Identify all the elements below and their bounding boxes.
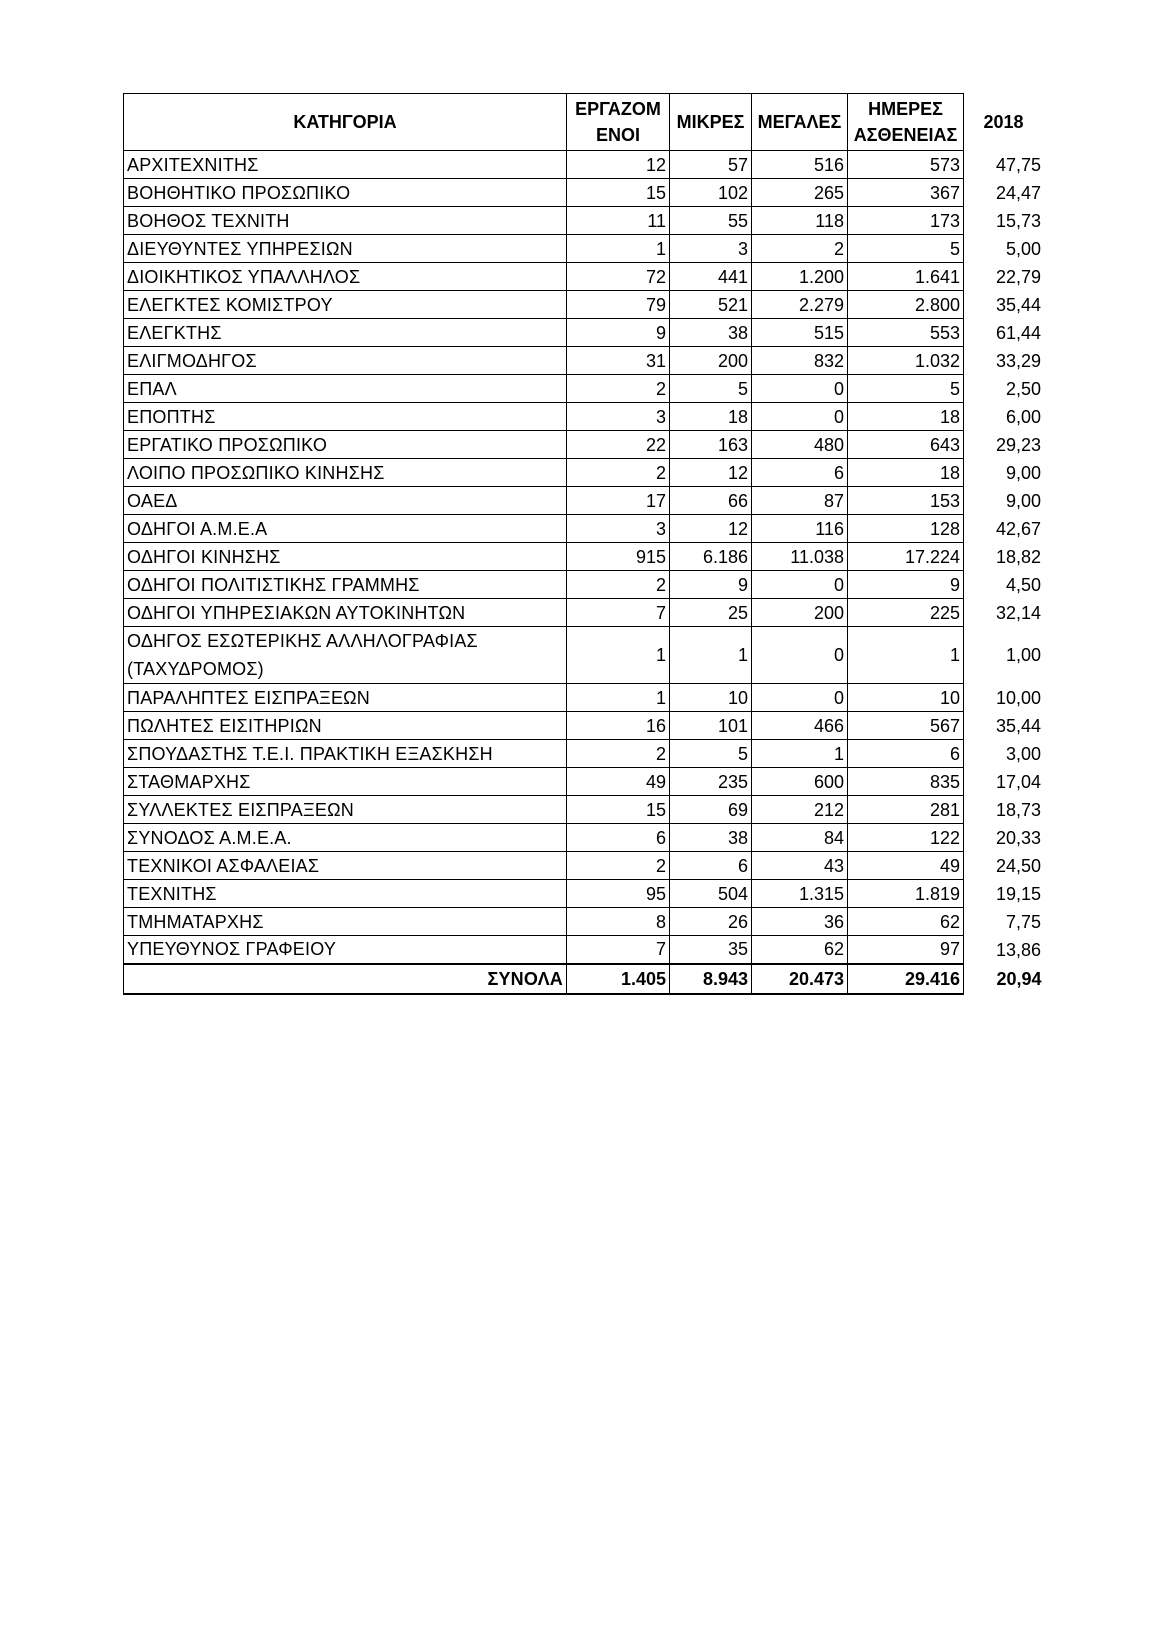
cell-category: ΣΥΝΟΔΟΣ Α.Μ.Ε.Α. [124,824,567,852]
cell-ratio: 47,75 [995,154,1041,175]
totals-sick-days: 29.416 [848,964,964,994]
cell-small: 57 [670,151,752,179]
cell-large: 466 [752,712,848,740]
cell-ratio: 42,67 [995,518,1041,539]
cell-category: ΕΛΙΓΜΟΔΗΓΟΣ [124,347,567,375]
cell-small: 25 [670,599,752,627]
cell-sick-days: 1.641 [848,263,964,291]
cell-small: 26 [670,908,752,936]
header-small: ΜΙΚΡΕΣ [670,94,752,151]
cell-category: ΣΠΟΥΔΑΣΤΗΣ Τ.Ε.Ι. ΠΡΑΚΤΙΚΗ ΕΞΑΣΚΗΣΗ [124,740,567,768]
cell-employees: 2 [567,740,670,768]
cell-ratio: 20,33 [995,827,1041,848]
cell-large: 1.315 [752,880,848,908]
cell-category: ΟΔΗΓΟΣ ΕΣΩΤΕΡΙΚΗΣ ΑΛΛΗΛΟΓΡΑΦΙΑΣ (ΤΑΧΥΔΡΟΜΟΣ) [124,627,567,684]
cell-large: 11.038 [752,543,848,571]
cell-employees: 3 [567,515,670,543]
cell-employees: 2 [567,375,670,403]
table-row [124,347,1046,375]
cell-category: ΟΔΗΓΟΙ ΥΠΗΡΕΣΙΑΚΩΝ ΑΥΤΟΚΙΝΗΤΩΝ [124,599,567,627]
cell-sick-days: 1.032 [848,347,964,375]
cell-ratio: 18,82 [995,546,1041,567]
totals-label: ΣΥΝΟΛΑ [124,964,567,994]
table-row [124,627,1046,684]
cell-category: ΟΔΗΓΟΙ Α.Μ.Ε.Α [124,515,567,543]
cell-large: 0 [752,571,848,599]
cell-employees: 31 [567,347,670,375]
cell-small: 101 [670,712,752,740]
cell-large: 516 [752,151,848,179]
cell-ratio: 9,00 [1005,490,1041,511]
cell-large: 2.279 [752,291,848,319]
cell-large: 200 [752,599,848,627]
cell-ratio: 18,73 [995,799,1041,820]
cell-sick-days: 17.224 [848,543,964,571]
table-row [124,151,1046,179]
cell-large: 0 [752,627,848,684]
cell-sick-days: 6 [848,740,964,768]
table-row [124,852,1046,880]
table-row [124,403,1046,431]
cell-small: 6.186 [670,543,752,571]
cell-large: 84 [752,824,848,852]
header-year: 2018 [983,112,1024,132]
cell-large: 36 [752,908,848,936]
cell-sick-days: 122 [848,824,964,852]
cell-employees: 915 [567,543,670,571]
cell-sick-days: 5 [848,375,964,403]
table-header-row [124,94,1046,151]
cell-ratio: 19,15 [995,883,1041,904]
cell-small: 38 [670,319,752,347]
cell-ratio: 17,04 [995,771,1041,792]
totals-ratio: 20,94 [996,968,1042,989]
cell-ratio: 3,00 [1005,743,1041,764]
cell-large: 515 [752,319,848,347]
cell-ratio: 13,86 [995,939,1041,960]
table-row [124,179,1046,207]
table-row [124,235,1046,263]
cell-category: ΕΠΑΛ [124,375,567,403]
cell-category: ΔΙΟΙΚΗΤΙΚΟΣ ΥΠΑΛΛΗΛΟΣ [124,263,567,291]
sick-leave-table [123,93,1046,995]
cell-category: ΤΜΗΜΑΤΑΡΧΗΣ [124,908,567,936]
cell-employees: 95 [567,880,670,908]
cell-ratio: 9,00 [1005,462,1041,483]
header-large: ΜΕΓΑΛΕΣ [752,94,848,151]
header-category: ΚΑΤΗΓΟΡΙΑ [124,94,567,151]
cell-ratio: 33,29 [995,350,1041,371]
cell-small: 3 [670,235,752,263]
cell-category: ΟΑΕΔ [124,487,567,515]
cell-category: ΕΠΟΠΤΗΣ [124,403,567,431]
cell-employees: 3 [567,403,670,431]
cell-small: 12 [670,515,752,543]
cell-employees: 1 [567,627,670,684]
cell-large: 265 [752,179,848,207]
cell-small: 69 [670,796,752,824]
cell-small: 1 [670,627,752,684]
cell-employees: 8 [567,908,670,936]
table-row [124,431,1046,459]
cell-large: 1.200 [752,263,848,291]
cell-large: 1 [752,740,848,768]
cell-large: 832 [752,347,848,375]
cell-employees: 79 [567,291,670,319]
cell-category: ΒΟΗΘΗΤΙΚΟ ΠΡΟΣΩΠΙΚΟ [124,179,567,207]
cell-employees: 2 [567,459,670,487]
cell-sick-days: 281 [848,796,964,824]
cell-category: ΑΡΧΙΤΕΧΝΙΤΗΣ [124,151,567,179]
cell-ratio: 5,00 [1005,238,1041,259]
cell-sick-days: 9 [848,571,964,599]
totals-large: 20.473 [752,964,848,994]
cell-small: 38 [670,824,752,852]
cell-sick-days: 567 [848,712,964,740]
cell-category: ΔΙΕΥΘΥΝΤΕΣ ΥΠΗΡΕΣΙΩΝ [124,235,567,263]
cell-small: 10 [670,684,752,712]
cell-sick-days: 1 [848,627,964,684]
cell-small: 441 [670,263,752,291]
cell-large: 0 [752,684,848,712]
cell-large: 0 [752,403,848,431]
cell-employees: 7 [567,936,670,964]
cell-category: ΠΑΡΑΛΗΠΤΕΣ ΕΙΣΠΡΑΞΕΩΝ [124,684,567,712]
cell-ratio: 4,50 [1005,574,1041,595]
cell-small: 521 [670,291,752,319]
cell-ratio: 32,14 [995,602,1041,623]
cell-employees: 2 [567,852,670,880]
cell-small: 6 [670,852,752,880]
cell-category: ΥΠΕΥΘΥΝΟΣ ΓΡΑΦΕΙΟΥ [124,936,567,964]
table-row [124,207,1046,235]
cell-category: ΟΔΗΓΟΙ ΠΟΛΙΤΙΣΤΙΚΗΣ ΓΡΑΜΜΗΣ [124,571,567,599]
table-row [124,459,1046,487]
cell-large: 600 [752,768,848,796]
totals-row [124,964,1046,994]
cell-sick-days: 225 [848,599,964,627]
cell-large: 87 [752,487,848,515]
cell-large: 118 [752,207,848,235]
cell-sick-days: 643 [848,431,964,459]
table-row [124,908,1046,936]
table-row [124,796,1046,824]
cell-small: 35 [670,936,752,964]
table-row [124,880,1046,908]
cell-employees: 12 [567,151,670,179]
table-row [124,319,1046,347]
cell-category: ΣΤΑΘΜΑΡΧΗΣ [124,768,567,796]
cell-small: 235 [670,768,752,796]
cell-employees: 6 [567,824,670,852]
cell-sick-days: 553 [848,319,964,347]
cell-ratio: 2,50 [1005,378,1041,399]
cell-category: ΕΛΕΓΚΤΕΣ ΚΟΜΙΣΤΡΟΥ [124,291,567,319]
cell-large: 0 [752,375,848,403]
cell-category: ΒΟΗΘΟΣ ΤΕΧΝΙΤΗ [124,207,567,235]
cell-large: 116 [752,515,848,543]
table-row [124,263,1046,291]
cell-ratio: 35,44 [995,294,1041,315]
cell-employees: 72 [567,263,670,291]
cell-ratio: 24,50 [995,855,1041,876]
cell-employees: 1 [567,235,670,263]
cell-small: 200 [670,347,752,375]
cell-ratio: 22,79 [995,266,1041,287]
cell-category: ΛΟΙΠΟ ΠΡΟΣΩΠΙΚΟ ΚΙΝΗΣΗΣ [124,459,567,487]
cell-employees: 2 [567,571,670,599]
cell-small: 9 [670,571,752,599]
cell-sick-days: 573 [848,151,964,179]
header-sick-days: ΗΜΕΡΕΣ ΑΣΘΕΝΕΙΑΣ [848,94,964,151]
cell-employees: 1 [567,684,670,712]
table-row [124,684,1046,712]
cell-employees: 22 [567,431,670,459]
cell-sick-days: 835 [848,768,964,796]
cell-small: 55 [670,207,752,235]
cell-category: ΕΡΓΑΤΙΚΟ ΠΡΟΣΩΠΙΚΟ [124,431,567,459]
cell-sick-days: 173 [848,207,964,235]
cell-small: 5 [670,740,752,768]
cell-ratio: 1,00 [1005,645,1041,665]
cell-small: 12 [670,459,752,487]
cell-ratio: 10,00 [995,687,1041,708]
cell-small: 66 [670,487,752,515]
totals-small: 8.943 [670,964,752,994]
table-row [124,291,1046,319]
cell-ratio: 6,00 [1005,406,1041,427]
cell-category: ΠΩΛΗΤΕΣ ΕΙΣΙΤΗΡΙΩΝ [124,712,567,740]
cell-employees: 16 [567,712,670,740]
cell-sick-days: 1.819 [848,880,964,908]
table-row [124,571,1046,599]
cell-sick-days: 18 [848,403,964,431]
table-row [124,712,1046,740]
cell-sick-days: 2.800 [848,291,964,319]
cell-small: 18 [670,403,752,431]
header-employees: ΕΡΓΑΖΟΜ ΕΝΟΙ [567,94,670,151]
cell-category: ΟΔΗΓΟΙ ΚΙΝΗΣΗΣ [124,543,567,571]
cell-sick-days: 153 [848,487,964,515]
cell-category: ΤΕΧΝΙΤΗΣ [124,880,567,908]
cell-employees: 11 [567,207,670,235]
table-row [124,543,1046,571]
table-row [124,936,1046,964]
cell-small: 5 [670,375,752,403]
table-body [124,151,1046,964]
cell-large: 43 [752,852,848,880]
cell-large: 6 [752,459,848,487]
cell-employees: 15 [567,796,670,824]
cell-ratio: 35,44 [995,715,1041,736]
cell-category: ΕΛΕΓΚΤΗΣ [124,319,567,347]
totals-employees: 1.405 [567,964,670,994]
cell-large: 480 [752,431,848,459]
cell-ratio: 24,47 [995,182,1041,203]
table-row [124,824,1046,852]
cell-sick-days: 62 [848,908,964,936]
cell-employees: 15 [567,179,670,207]
cell-category: ΤΕΧΝΙΚΟΙ ΑΣΦΑΛΕΙΑΣ [124,852,567,880]
table-row [124,740,1046,768]
cell-sick-days: 128 [848,515,964,543]
cell-employees: 7 [567,599,670,627]
cell-sick-days: 18 [848,459,964,487]
table-row [124,515,1046,543]
cell-sick-days: 367 [848,179,964,207]
cell-sick-days: 10 [848,684,964,712]
cell-large: 2 [752,235,848,263]
cell-ratio: 7,75 [1005,911,1041,932]
cell-ratio: 15,73 [995,210,1041,231]
cell-large: 62 [752,936,848,964]
cell-sick-days: 49 [848,852,964,880]
cell-small: 504 [670,880,752,908]
cell-sick-days: 5 [848,235,964,263]
cell-employees: 49 [567,768,670,796]
table-row [124,487,1046,515]
table-row [124,599,1046,627]
cell-category: ΣΥΛΛΕΚΤΕΣ ΕΙΣΠΡΑΞΕΩΝ [124,796,567,824]
cell-large: 212 [752,796,848,824]
cell-employees: 17 [567,487,670,515]
cell-ratio: 61,44 [995,322,1041,343]
table-row [124,768,1046,796]
table-row [124,375,1046,403]
cell-small: 163 [670,431,752,459]
cell-ratio: 29,23 [995,434,1041,455]
cell-employees: 9 [567,319,670,347]
cell-small: 102 [670,179,752,207]
cell-sick-days: 97 [848,936,964,964]
